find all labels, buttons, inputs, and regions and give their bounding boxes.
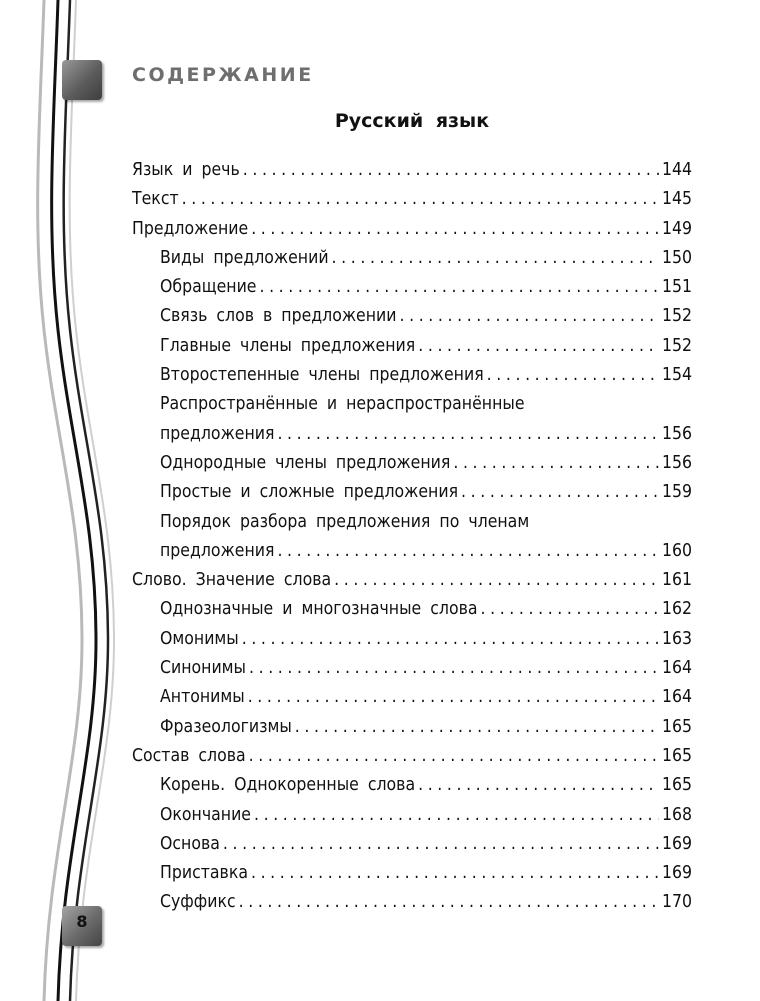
toc-item-label: Слово. Значение слова — [132, 570, 332, 591]
toc-item-page: 144 — [661, 160, 692, 180]
toc-item-label-line1: Распространённые и нераспространённые — [160, 394, 525, 415]
dot-leader — [249, 654, 659, 683]
toc-entry-row — [132, 361, 692, 390]
toc-item[interactable] — [132, 742, 692, 771]
toc-entry-row — [132, 244, 692, 273]
toc-item[interactable] — [132, 625, 692, 654]
toc-entry-row — [132, 215, 692, 244]
toc-item[interactable] — [132, 273, 692, 302]
dot-leader — [251, 215, 659, 244]
toc-item-label: предложения — [160, 540, 275, 561]
toc-entry-row — [132, 830, 692, 859]
toc-item[interactable] — [132, 156, 692, 185]
dot-leader — [223, 830, 659, 859]
toc-item-page: 170 — [661, 892, 692, 913]
toc-item-page: 163 — [661, 628, 692, 649]
toc-item[interactable] — [132, 478, 692, 507]
toc-item[interactable] — [132, 859, 692, 888]
toc-entry-row — [132, 566, 692, 595]
dot-leader — [242, 625, 659, 654]
toc-item-label: Главные члены предложения — [160, 335, 416, 356]
toc-entry-row — [132, 625, 692, 654]
toc-entry-row — [132, 273, 692, 302]
toc-item-page: 151 — [661, 277, 692, 298]
toc-item-label: Основа — [160, 833, 220, 854]
toc-entry-row — [132, 859, 692, 888]
toc-item-page: 152 — [661, 335, 692, 356]
toc-item-label: Приставка — [160, 863, 248, 884]
dot-leader — [418, 771, 659, 800]
toc-item-page: 149 — [661, 218, 692, 239]
decorative-side-lines — [0, 0, 120, 1001]
toc-entry-row — [132, 156, 692, 185]
dot-leader — [481, 595, 659, 624]
toc-item[interactable] — [132, 449, 692, 478]
toc-item-page: 156 — [661, 423, 692, 444]
toc-item-page: 156 — [661, 452, 692, 473]
toc-item-page: 152 — [661, 306, 692, 327]
page-number: 8 — [76, 912, 88, 931]
toc-item-label: Окончание — [160, 804, 251, 825]
toc-item-label: Виды предложений — [160, 247, 329, 268]
toc-item-page: 165 — [661, 716, 692, 737]
toc-entry-row — [132, 888, 692, 917]
dot-leader — [182, 185, 659, 214]
dot-leader — [295, 713, 659, 742]
toc-entry-row — [132, 332, 692, 361]
dot-leader — [334, 566, 659, 595]
dot-leader — [251, 859, 659, 888]
toc-item[interactable] — [132, 566, 692, 595]
toc-item-page: 168 — [661, 804, 692, 825]
toc-entry-row — [132, 713, 692, 742]
toc-item[interactable] — [132, 332, 692, 361]
dot-leader — [239, 888, 659, 917]
dot-leader — [487, 361, 659, 390]
toc-item-page: 169 — [661, 863, 692, 884]
toc-item[interactable] — [132, 508, 692, 567]
toc-item-label: Синонимы — [160, 658, 246, 679]
toc-entry-row — [132, 449, 692, 478]
toc-item-label: Связь слов в предложении — [160, 306, 397, 327]
dot-leader — [254, 801, 659, 830]
dot-leader — [418, 332, 659, 361]
toc-entry-row — [132, 683, 692, 712]
toc-item[interactable] — [132, 830, 692, 859]
toc-item-page: 164 — [661, 658, 692, 679]
toc-entry-row — [132, 595, 692, 624]
toc-item-label: Корень. Однокоренные слова — [160, 775, 416, 796]
dot-leader — [259, 273, 658, 302]
table-of-contents — [132, 156, 692, 918]
toc-entry-row — [132, 537, 692, 566]
toc-entry-row — [132, 478, 692, 507]
toc-entry-row — [132, 742, 692, 771]
toc-item[interactable] — [132, 771, 692, 800]
toc-item-page: 165 — [661, 775, 692, 796]
toc-item-label: Омонимы — [160, 628, 239, 649]
toc-item[interactable] — [132, 215, 692, 244]
toc-item-label: Предложение — [132, 218, 249, 239]
toc-item-label: Однородные члены предложения — [160, 452, 451, 473]
toc-item-label: Суффикс — [160, 892, 236, 913]
dot-leader — [400, 302, 659, 331]
toc-item-page: 165 — [661, 745, 692, 766]
toc-item-label: Второстепенные члены предложения — [160, 365, 484, 386]
toc-item-label: Состав слова — [132, 745, 246, 766]
toc-item-label-line1: Порядок разбора предложения по членам — [160, 511, 530, 532]
dot-leader — [461, 478, 659, 507]
dot-leader — [332, 244, 659, 273]
toc-item[interactable] — [132, 713, 692, 742]
toc-item[interactable] — [132, 361, 692, 390]
toc-entry-row — [132, 771, 692, 800]
toc-entry-row — [132, 420, 692, 449]
toc-item[interactable] — [132, 888, 692, 917]
toc-item[interactable] — [132, 654, 692, 683]
toc-entry-row — [132, 302, 692, 331]
dot-leader — [249, 742, 659, 771]
toc-item-page: 160 — [661, 540, 692, 561]
toc-item[interactable] — [132, 302, 692, 331]
dot-leader — [277, 537, 659, 566]
dot-leader — [453, 449, 659, 478]
dot-leader — [277, 420, 659, 449]
toc-item-page: 169 — [661, 833, 692, 854]
toc-item[interactable] — [132, 244, 692, 273]
toc-item-label: Антонимы — [160, 687, 245, 708]
dot-leader — [243, 156, 659, 185]
toc-item-page: 150 — [661, 247, 692, 268]
toc-item-label: Простые и сложные предложения — [160, 482, 459, 503]
toc-item[interactable] — [132, 185, 692, 214]
header-marker-square — [62, 60, 102, 100]
dot-leader — [248, 683, 659, 712]
toc-item-label: Фразеологизмы — [160, 716, 292, 737]
section-title: Русский язык — [334, 110, 490, 132]
toc-item-page: 154 — [661, 365, 692, 386]
toc-item-label: Язык и речь — [132, 160, 240, 180]
toc-item[interactable] — [132, 801, 692, 830]
toc-entry-row — [132, 801, 692, 830]
toc-item[interactable] — [132, 683, 692, 712]
toc-entry-row — [132, 185, 692, 214]
toc-item-page: 145 — [661, 189, 692, 210]
toc-item-label: предложения — [160, 423, 275, 444]
toc-item-page: 159 — [661, 482, 692, 503]
toc-item-page: 164 — [661, 687, 692, 708]
toc-item[interactable] — [132, 595, 692, 624]
toc-item-label: Обращение — [160, 277, 257, 298]
page-title: СОДЕРЖАНИЕ — [132, 64, 314, 86]
toc-item-page: 162 — [661, 599, 692, 620]
toc-entry-row — [132, 654, 692, 683]
toc-item-page: 161 — [661, 570, 692, 591]
toc-item-label: Однозначные и многозначные слова — [160, 599, 478, 620]
toc-item-label: Текст — [132, 189, 179, 210]
toc-item[interactable] — [132, 390, 692, 449]
